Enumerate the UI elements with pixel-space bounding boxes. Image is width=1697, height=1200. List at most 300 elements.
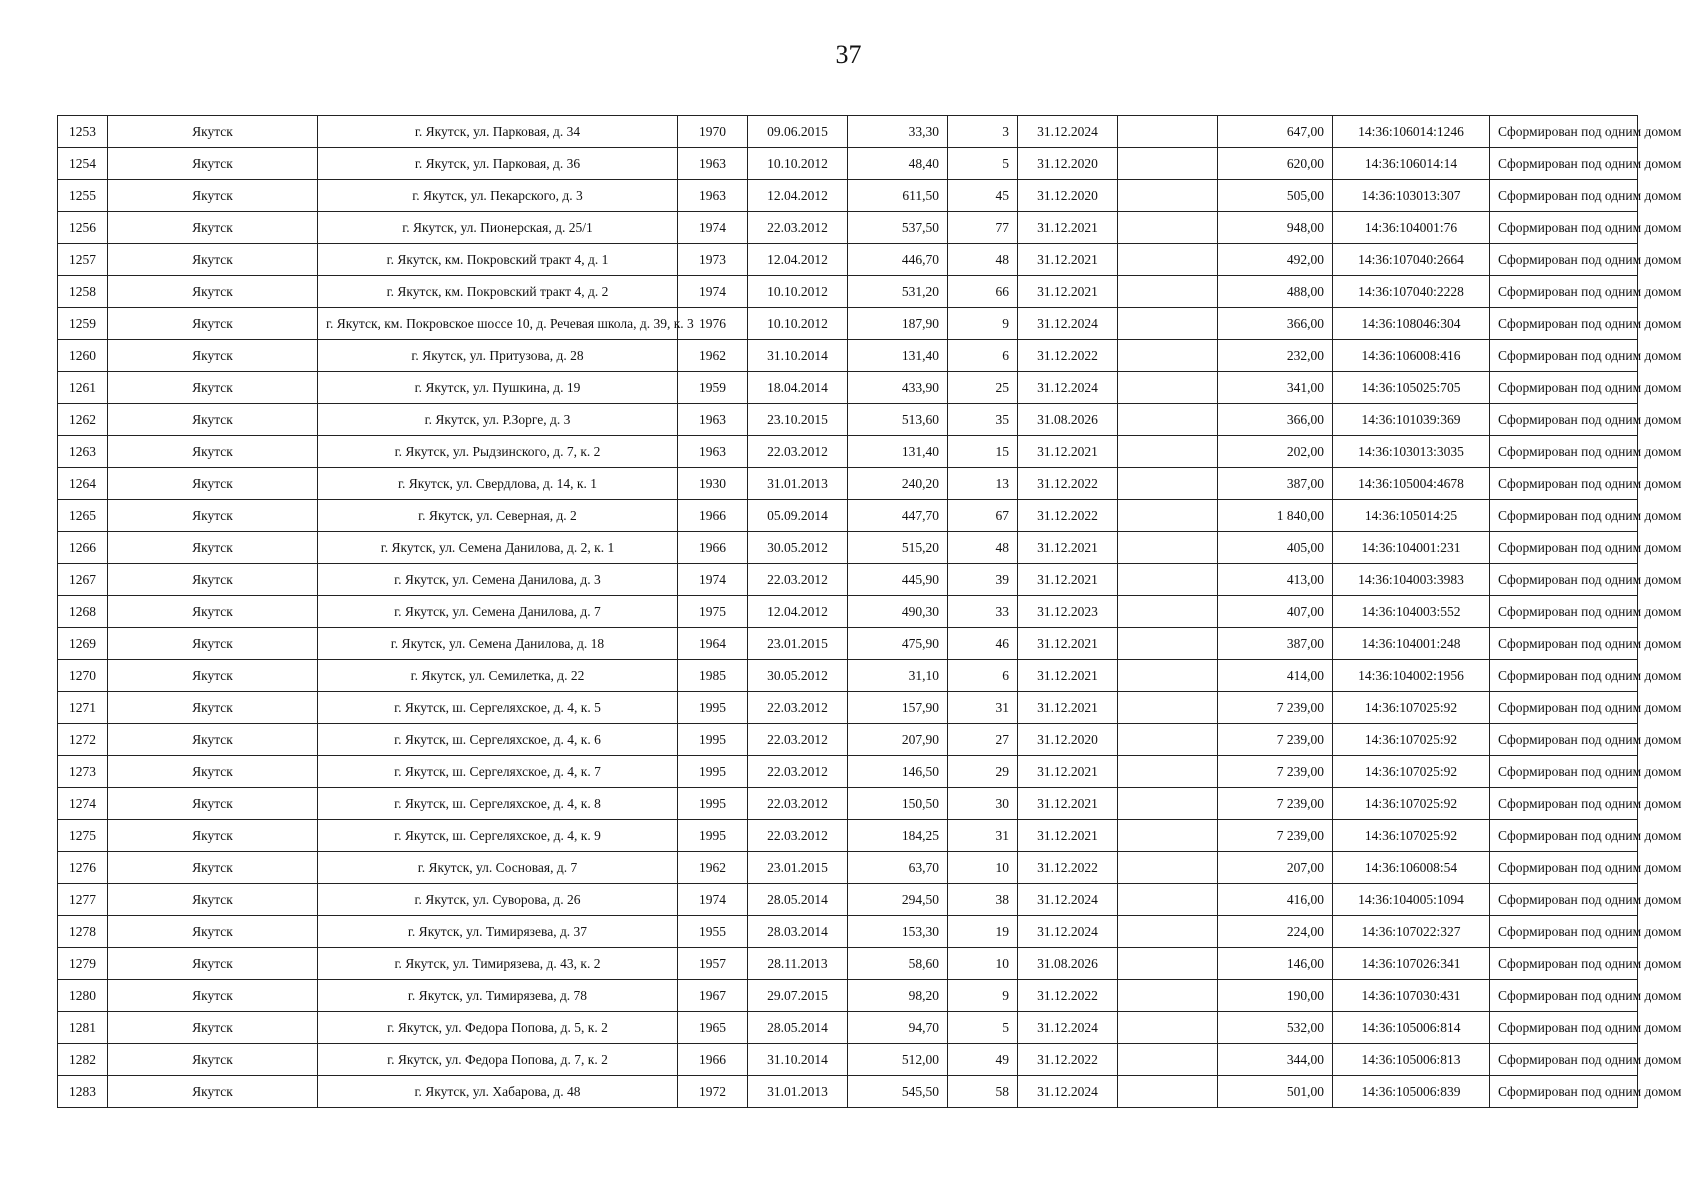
planned-date-cell: 31.12.2021: [1018, 692, 1118, 724]
city-cell: Якутск: [108, 852, 318, 884]
year-built-cell: 1995: [678, 724, 748, 756]
city-cell: Якутск: [108, 244, 318, 276]
cadastral-number-cell: 14:36:105006:814: [1333, 1012, 1490, 1044]
address-cell: г. Якутск, ул. Суворова, д. 26: [318, 884, 678, 916]
residents-count-cell: 6: [948, 340, 1018, 372]
area-cell: 63,70: [848, 852, 948, 884]
land-area-cell: 416,00: [1218, 884, 1333, 916]
address-cell: г. Якутск, ул. Семена Данилова, д. 7: [318, 596, 678, 628]
address-cell: г. Якутск, ул. Притузова, д. 28: [318, 340, 678, 372]
city-cell: Якутск: [108, 468, 318, 500]
cadastral-number-cell: 14:36:105014:25: [1333, 500, 1490, 532]
city-cell: Якутск: [108, 628, 318, 660]
row-number-cell: 1253: [58, 116, 108, 148]
address-cell: г. Якутск, ул. Тимирязева, д. 78: [318, 980, 678, 1012]
row-number-cell: 1259: [58, 308, 108, 340]
area-cell: 157,90: [848, 692, 948, 724]
year-built-cell: 1965: [678, 1012, 748, 1044]
planned-date-cell: 31.12.2022: [1018, 500, 1118, 532]
empty-cell: [1118, 148, 1218, 180]
address-cell: г. Якутск, ул. Тимирязева, д. 43, к. 2: [318, 948, 678, 980]
row-number-cell: 1271: [58, 692, 108, 724]
date-cell: 12.04.2012: [748, 180, 848, 212]
date-cell: 23.01.2015: [748, 852, 848, 884]
status-cell: Сформирован под одним домом: [1490, 340, 1638, 372]
year-built-cell: 1966: [678, 532, 748, 564]
area-cell: 98,20: [848, 980, 948, 1012]
planned-date-cell: 31.12.2022: [1018, 468, 1118, 500]
residents-count-cell: 30: [948, 788, 1018, 820]
area-cell: 447,70: [848, 500, 948, 532]
empty-cell: [1118, 372, 1218, 404]
planned-date-cell: 31.12.2022: [1018, 852, 1118, 884]
cadastral-number-cell: 14:36:106008:416: [1333, 340, 1490, 372]
address-cell: г. Якутск, ул. Федора Попова, д. 7, к. 2: [318, 1044, 678, 1076]
land-area-cell: 620,00: [1218, 148, 1333, 180]
row-number-cell: 1274: [58, 788, 108, 820]
status-cell: Сформирован под одним домом: [1490, 724, 1638, 756]
year-built-cell: 1976: [678, 308, 748, 340]
date-cell: 31.10.2014: [748, 1044, 848, 1076]
date-cell: 09.06.2015: [748, 116, 848, 148]
planned-date-cell: 31.08.2026: [1018, 404, 1118, 436]
residents-count-cell: 46: [948, 628, 1018, 660]
empty-cell: [1118, 724, 1218, 756]
status-cell: Сформирован под одним домом: [1490, 692, 1638, 724]
table-row: [58, 276, 1638, 308]
residents-count-cell: 39: [948, 564, 1018, 596]
area-cell: 294,50: [848, 884, 948, 916]
address-cell: г. Якутск, ул. Парковая, д. 34: [318, 116, 678, 148]
table-row: [58, 1012, 1638, 1044]
row-number-cell: 1282: [58, 1044, 108, 1076]
table-row: [58, 1076, 1638, 1108]
date-cell: 18.04.2014: [748, 372, 848, 404]
land-area-cell: 647,00: [1218, 116, 1333, 148]
city-cell: Якутск: [108, 500, 318, 532]
land-area-cell: 501,00: [1218, 1076, 1333, 1108]
residents-count-cell: 3: [948, 116, 1018, 148]
status-cell: Сформирован под одним домом: [1490, 468, 1638, 500]
planned-date-cell: 31.12.2021: [1018, 660, 1118, 692]
cadastral-number-cell: 14:36:108046:304: [1333, 308, 1490, 340]
status-cell: Сформирован под одним домом: [1490, 884, 1638, 916]
area-cell: 515,20: [848, 532, 948, 564]
empty-cell: [1118, 852, 1218, 884]
table-body: [58, 116, 1682, 1108]
land-area-cell: 1 840,00: [1218, 500, 1333, 532]
table-row: [58, 628, 1638, 660]
planned-date-cell: 31.12.2022: [1018, 340, 1118, 372]
year-built-cell: 1970: [678, 116, 748, 148]
cadastral-number-cell: 14:36:104001:248: [1333, 628, 1490, 660]
land-area-cell: 341,00: [1218, 372, 1333, 404]
row-number-cell: 1256: [58, 212, 108, 244]
area-cell: 611,50: [848, 180, 948, 212]
planned-date-cell: 31.12.2021: [1018, 436, 1118, 468]
residents-count-cell: 48: [948, 532, 1018, 564]
date-cell: 22.03.2012: [748, 724, 848, 756]
empty-cell: [1118, 1012, 1218, 1044]
cadastral-number-cell: 14:36:101039:369: [1333, 404, 1490, 436]
year-built-cell: 1966: [678, 500, 748, 532]
planned-date-cell: 31.12.2021: [1018, 820, 1118, 852]
empty-cell: [1118, 500, 1218, 532]
date-cell: 28.03.2014: [748, 916, 848, 948]
table-row: [58, 404, 1638, 436]
date-cell: 22.03.2012: [748, 820, 848, 852]
row-number-cell: 1276: [58, 852, 108, 884]
area-cell: 48,40: [848, 148, 948, 180]
land-area-cell: 366,00: [1218, 308, 1333, 340]
empty-cell: [1118, 820, 1218, 852]
land-area-cell: 366,00: [1218, 404, 1333, 436]
residents-count-cell: 38: [948, 884, 1018, 916]
table-row: [58, 468, 1638, 500]
cadastral-number-cell: 14:36:104001:76: [1333, 212, 1490, 244]
planned-date-cell: 31.08.2026: [1018, 948, 1118, 980]
residents-count-cell: 5: [948, 148, 1018, 180]
land-area-cell: 407,00: [1218, 596, 1333, 628]
area-cell: 94,70: [848, 1012, 948, 1044]
city-cell: Якутск: [108, 532, 318, 564]
planned-date-cell: 31.12.2021: [1018, 532, 1118, 564]
row-number-cell: 1275: [58, 820, 108, 852]
residents-count-cell: 9: [948, 308, 1018, 340]
row-number-cell: 1270: [58, 660, 108, 692]
cadastral-number-cell: 14:36:106014:14: [1333, 148, 1490, 180]
empty-cell: [1118, 948, 1218, 980]
date-cell: 22.03.2012: [748, 788, 848, 820]
residents-count-cell: 27: [948, 724, 1018, 756]
row-number-cell: 1255: [58, 180, 108, 212]
year-built-cell: 1963: [678, 180, 748, 212]
residents-count-cell: 13: [948, 468, 1018, 500]
table-row: [58, 532, 1638, 564]
row-number-cell: 1268: [58, 596, 108, 628]
area-cell: 531,20: [848, 276, 948, 308]
address-cell: г. Якутск, ул. Пионерская, д. 25/1: [318, 212, 678, 244]
planned-date-cell: 31.12.2024: [1018, 308, 1118, 340]
planned-date-cell: 31.12.2021: [1018, 212, 1118, 244]
residents-count-cell: 6: [948, 660, 1018, 692]
city-cell: Якутск: [108, 372, 318, 404]
city-cell: Якутск: [108, 436, 318, 468]
table-row: [58, 116, 1638, 148]
date-cell: 30.05.2012: [748, 660, 848, 692]
table-row: [58, 852, 1638, 884]
land-area-cell: 344,00: [1218, 1044, 1333, 1076]
land-area-cell: 224,00: [1218, 916, 1333, 948]
address-cell: г. Якутск, ш. Сергеляхское, д. 4, к. 5: [318, 692, 678, 724]
land-area-cell: 948,00: [1218, 212, 1333, 244]
table-row: [58, 948, 1638, 980]
cadastral-number-cell: 14:36:104003:3983: [1333, 564, 1490, 596]
date-cell: 10.10.2012: [748, 148, 848, 180]
status-cell: Сформирован под одним домом: [1490, 404, 1638, 436]
city-cell: Якутск: [108, 404, 318, 436]
city-cell: Якутск: [108, 116, 318, 148]
residents-count-cell: 33: [948, 596, 1018, 628]
residents-count-cell: 10: [948, 948, 1018, 980]
row-number-cell: 1262: [58, 404, 108, 436]
status-cell: Сформирован под одним домом: [1490, 596, 1638, 628]
planned-date-cell: 31.12.2022: [1018, 980, 1118, 1012]
city-cell: Якутск: [108, 820, 318, 852]
residents-count-cell: 10: [948, 852, 1018, 884]
address-cell: г. Якутск, ул. Семилетка, д. 22: [318, 660, 678, 692]
cadastral-number-cell: 14:36:107040:2664: [1333, 244, 1490, 276]
area-cell: 207,90: [848, 724, 948, 756]
residents-count-cell: 15: [948, 436, 1018, 468]
row-number-cell: 1265: [58, 500, 108, 532]
empty-cell: [1118, 564, 1218, 596]
land-area-cell: 7 239,00: [1218, 820, 1333, 852]
cadastral-number-cell: 14:36:104003:552: [1333, 596, 1490, 628]
year-built-cell: 1975: [678, 596, 748, 628]
planned-date-cell: 31.12.2021: [1018, 244, 1118, 276]
table-row: [58, 724, 1638, 756]
planned-date-cell: 31.12.2024: [1018, 916, 1118, 948]
table-row: [58, 884, 1638, 916]
city-cell: Якутск: [108, 724, 318, 756]
date-cell: 22.03.2012: [748, 756, 848, 788]
cadastral-number-cell: 14:36:105006:813: [1333, 1044, 1490, 1076]
residents-count-cell: 35: [948, 404, 1018, 436]
address-cell: г. Якутск, ул. Р.Зорге, д. 3: [318, 404, 678, 436]
area-cell: 131,40: [848, 436, 948, 468]
planned-date-cell: 31.12.2024: [1018, 116, 1118, 148]
empty-cell: [1118, 596, 1218, 628]
page-number: 37: [835, 40, 862, 69]
empty-cell: [1118, 1076, 1218, 1108]
year-built-cell: 1995: [678, 820, 748, 852]
residents-count-cell: 19: [948, 916, 1018, 948]
table-row: [58, 596, 1638, 628]
land-area-cell: 7 239,00: [1218, 756, 1333, 788]
table-row: [58, 340, 1638, 372]
address-cell: г. Якутск, ш. Сергеляхское, д. 4, к. 8: [318, 788, 678, 820]
empty-cell: [1118, 884, 1218, 916]
empty-cell: [1118, 660, 1218, 692]
year-built-cell: 1974: [678, 276, 748, 308]
cadastral-number-cell: 14:36:107025:92: [1333, 820, 1490, 852]
planned-date-cell: 31.12.2021: [1018, 564, 1118, 596]
status-cell: Сформирован под одним домом: [1490, 180, 1638, 212]
row-number-cell: 1277: [58, 884, 108, 916]
address-cell: г. Якутск, ул. Парковая, д. 36: [318, 148, 678, 180]
area-cell: 58,60: [848, 948, 948, 980]
date-cell: 22.03.2012: [748, 436, 848, 468]
residents-count-cell: 77: [948, 212, 1018, 244]
year-built-cell: 1964: [678, 628, 748, 660]
cadastral-number-cell: 14:36:104005:1094: [1333, 884, 1490, 916]
empty-cell: [1118, 116, 1218, 148]
row-number-cell: 1267: [58, 564, 108, 596]
planned-date-cell: 31.12.2022: [1018, 1044, 1118, 1076]
residents-count-cell: 9: [948, 980, 1018, 1012]
cadastral-number-cell: 14:36:107022:327: [1333, 916, 1490, 948]
year-built-cell: 1962: [678, 340, 748, 372]
city-cell: Якутск: [108, 1044, 318, 1076]
area-cell: 433,90: [848, 372, 948, 404]
row-number-cell: 1260: [58, 340, 108, 372]
cadastral-number-cell: 14:36:107040:2228: [1333, 276, 1490, 308]
empty-cell: [1118, 692, 1218, 724]
year-built-cell: 1967: [678, 980, 748, 1012]
planned-date-cell: 31.12.2023: [1018, 596, 1118, 628]
address-cell: г. Якутск, км. Покровский тракт 4, д. 1: [318, 244, 678, 276]
date-cell: 10.10.2012: [748, 308, 848, 340]
table-row: [58, 244, 1638, 276]
status-cell: Сформирован под одним домом: [1490, 212, 1638, 244]
table-row: [58, 916, 1638, 948]
date-cell: 22.03.2012: [748, 564, 848, 596]
cadastral-number-cell: 14:36:107025:92: [1333, 756, 1490, 788]
city-cell: Якутск: [108, 308, 318, 340]
address-cell: г. Якутск, ул. Северная, д. 2: [318, 500, 678, 532]
year-built-cell: 1963: [678, 404, 748, 436]
table-row: [58, 212, 1638, 244]
table-row: [58, 980, 1638, 1012]
area-cell: 184,25: [848, 820, 948, 852]
city-cell: Якутск: [108, 596, 318, 628]
date-cell: 23.01.2015: [748, 628, 848, 660]
address-cell: г. Якутск, ул. Пекарского, д. 3: [318, 180, 678, 212]
city-cell: Якутск: [108, 948, 318, 980]
date-cell: 12.04.2012: [748, 244, 848, 276]
address-cell: г. Якутск, ул. Семена Данилова, д. 2, к. 1: [318, 532, 678, 564]
date-cell: 31.10.2014: [748, 340, 848, 372]
status-cell: Сформирован под одним домом: [1490, 116, 1638, 148]
row-number-cell: 1279: [58, 948, 108, 980]
table-row: [58, 660, 1638, 692]
row-number-cell: 1280: [58, 980, 108, 1012]
area-cell: 445,90: [848, 564, 948, 596]
empty-cell: [1118, 468, 1218, 500]
land-area-cell: 492,00: [1218, 244, 1333, 276]
year-built-cell: 1966: [678, 1044, 748, 1076]
row-number-cell: 1261: [58, 372, 108, 404]
land-area-cell: 413,00: [1218, 564, 1333, 596]
city-cell: Якутск: [108, 340, 318, 372]
date-cell: 28.11.2013: [748, 948, 848, 980]
empty-cell: [1118, 436, 1218, 468]
year-built-cell: 1972: [678, 1076, 748, 1108]
status-cell: Сформирован под одним домом: [1490, 532, 1638, 564]
planned-date-cell: 31.12.2024: [1018, 884, 1118, 916]
date-cell: 28.05.2014: [748, 1012, 848, 1044]
land-area-cell: 146,00: [1218, 948, 1333, 980]
row-number-cell: 1258: [58, 276, 108, 308]
address-cell: г. Якутск, ш. Сергеляхское, д. 4, к. 9: [318, 820, 678, 852]
table-row: [58, 500, 1638, 532]
row-number-cell: 1257: [58, 244, 108, 276]
city-cell: Якутск: [108, 276, 318, 308]
empty-cell: [1118, 308, 1218, 340]
status-cell: Сформирован под одним домом: [1490, 276, 1638, 308]
date-cell: 30.05.2012: [748, 532, 848, 564]
row-number-cell: 1281: [58, 1012, 108, 1044]
empty-cell: [1118, 276, 1218, 308]
area-cell: 512,00: [848, 1044, 948, 1076]
planned-date-cell: 31.12.2021: [1018, 276, 1118, 308]
cadastral-number-cell: 14:36:105025:705: [1333, 372, 1490, 404]
table-row: [58, 820, 1638, 852]
status-cell: Сформирован под одним домом: [1490, 980, 1638, 1012]
land-area-cell: 405,00: [1218, 532, 1333, 564]
table-row: [58, 1044, 1638, 1076]
address-cell: г. Якутск, ул. Тимирязева, д. 37: [318, 916, 678, 948]
year-built-cell: 1930: [678, 468, 748, 500]
planned-date-cell: 31.12.2024: [1018, 1012, 1118, 1044]
row-number-cell: 1272: [58, 724, 108, 756]
date-cell: 12.04.2012: [748, 596, 848, 628]
residents-count-cell: 58: [948, 1076, 1018, 1108]
date-cell: 29.07.2015: [748, 980, 848, 1012]
address-cell: г. Якутск, км. Покровский тракт 4, д. 2: [318, 276, 678, 308]
land-area-cell: 414,00: [1218, 660, 1333, 692]
empty-cell: [1118, 980, 1218, 1012]
cadastral-number-cell: 14:36:107025:92: [1333, 692, 1490, 724]
empty-cell: [1118, 916, 1218, 948]
land-area-cell: 7 239,00: [1218, 788, 1333, 820]
area-cell: 490,30: [848, 596, 948, 628]
empty-cell: [1118, 212, 1218, 244]
city-cell: Якутск: [108, 564, 318, 596]
area-cell: 31,10: [848, 660, 948, 692]
city-cell: Якутск: [108, 1012, 318, 1044]
year-built-cell: 1995: [678, 788, 748, 820]
address-cell: г. Якутск, ул. Рыдзинского, д. 7, к. 2: [318, 436, 678, 468]
planned-date-cell: 31.12.2024: [1018, 372, 1118, 404]
year-built-cell: 1985: [678, 660, 748, 692]
status-cell: Сформирован под одним домом: [1490, 948, 1638, 980]
area-cell: 33,30: [848, 116, 948, 148]
land-area-cell: 190,00: [1218, 980, 1333, 1012]
city-cell: Якутск: [108, 756, 318, 788]
year-built-cell: 1962: [678, 852, 748, 884]
land-area-cell: 387,00: [1218, 468, 1333, 500]
status-cell: Сформирован под одним домом: [1490, 148, 1638, 180]
empty-cell: [1118, 340, 1218, 372]
empty-cell: [1118, 244, 1218, 276]
land-area-cell: 387,00: [1218, 628, 1333, 660]
city-cell: Якутск: [108, 1076, 318, 1108]
planned-date-cell: 31.12.2021: [1018, 756, 1118, 788]
status-cell: Сформирован под одним домом: [1490, 660, 1638, 692]
status-cell: Сформирован под одним домом: [1490, 436, 1638, 468]
status-cell: Сформирован под одним домом: [1490, 500, 1638, 532]
empty-cell: [1118, 180, 1218, 212]
empty-cell: [1118, 404, 1218, 436]
cadastral-number-cell: 14:36:105006:839: [1333, 1076, 1490, 1108]
area-cell: 150,50: [848, 788, 948, 820]
city-cell: Якутск: [108, 980, 318, 1012]
table-row: [58, 372, 1638, 404]
table-row: [58, 788, 1638, 820]
date-cell: 31.01.2013: [748, 468, 848, 500]
area-cell: 545,50: [848, 1076, 948, 1108]
year-built-cell: 1995: [678, 692, 748, 724]
year-built-cell: 1959: [678, 372, 748, 404]
address-cell: г. Якутск, ш. Сергеляхское, д. 4, к. 6: [318, 724, 678, 756]
status-cell: Сформирован под одним домом: [1490, 788, 1638, 820]
status-cell: Сформирован под одним домом: [1490, 1076, 1638, 1108]
area-cell: 475,90: [848, 628, 948, 660]
address-cell: г. Якутск, ш. Сергеляхское, д. 4, к. 7: [318, 756, 678, 788]
planned-date-cell: 31.12.2024: [1018, 1076, 1118, 1108]
